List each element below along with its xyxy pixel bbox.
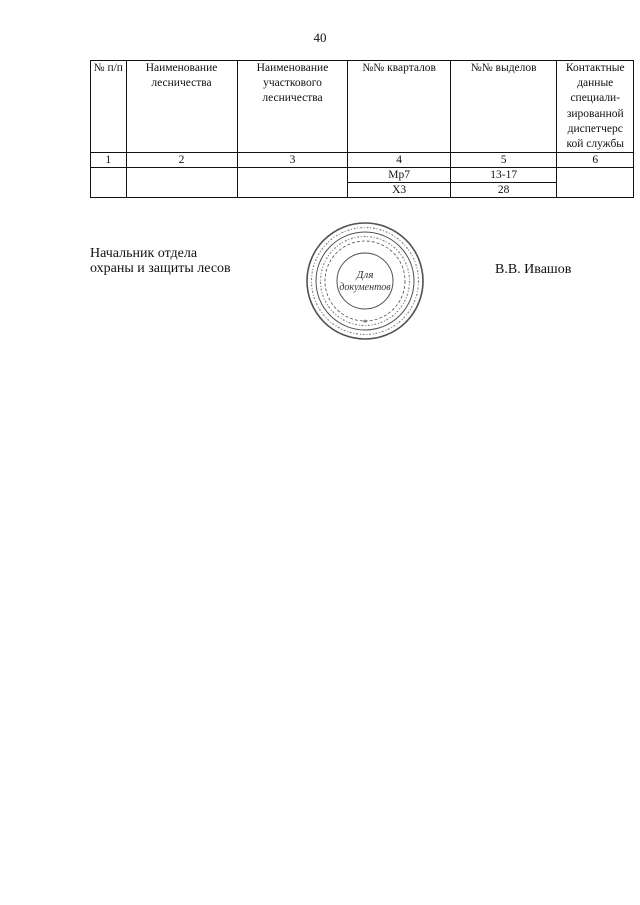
- header-forestry-name: Наименование лесничества: [126, 61, 237, 153]
- cell-allotment: 28: [450, 183, 557, 198]
- cell-number: [91, 168, 127, 198]
- page-number: 40: [313, 30, 327, 45]
- signatory-title-line: охраны и защиты лесов: [90, 261, 231, 276]
- cell-quarter: Мр7: [348, 168, 450, 183]
- stamp-center-line: Для: [356, 269, 374, 281]
- stamp-center-line: документов: [339, 282, 391, 293]
- forestry-table: [90, 60, 634, 198]
- column-number-row: [91, 153, 634, 168]
- signatory-name: В.В. Ивашов: [495, 262, 572, 277]
- column-number: 3: [237, 153, 348, 168]
- signatory-title: [90, 246, 231, 276]
- cell-dispatch: [557, 168, 634, 198]
- table-row: [91, 168, 634, 183]
- column-number: 5: [450, 153, 557, 168]
- signatory-title-line: Начальник отдела: [90, 246, 198, 261]
- header-allotments: №№ выделов: [450, 61, 557, 153]
- cell-allotment: 13-17: [450, 168, 557, 183]
- stamp-star-icon: *: [362, 318, 368, 328]
- cell-district-forestry: [237, 168, 348, 198]
- header-quarters: №№ кварталов: [348, 61, 450, 153]
- table-header-row: [91, 61, 634, 153]
- official-seal-stamp: [300, 216, 430, 346]
- column-number: 4: [348, 153, 450, 168]
- column-number: 1: [91, 153, 127, 168]
- column-number: 6: [557, 153, 634, 168]
- header-dispatch-contacts: Контактные данные специали-зированной диспетчерс кой службы: [557, 61, 634, 153]
- cell-quarter: Х3: [348, 183, 450, 198]
- header-district-forestry-name: Наименование участкового лесничества: [237, 61, 348, 153]
- cell-forestry: [126, 168, 237, 198]
- column-number: 2: [126, 153, 237, 168]
- header-number: № п/п: [91, 61, 127, 153]
